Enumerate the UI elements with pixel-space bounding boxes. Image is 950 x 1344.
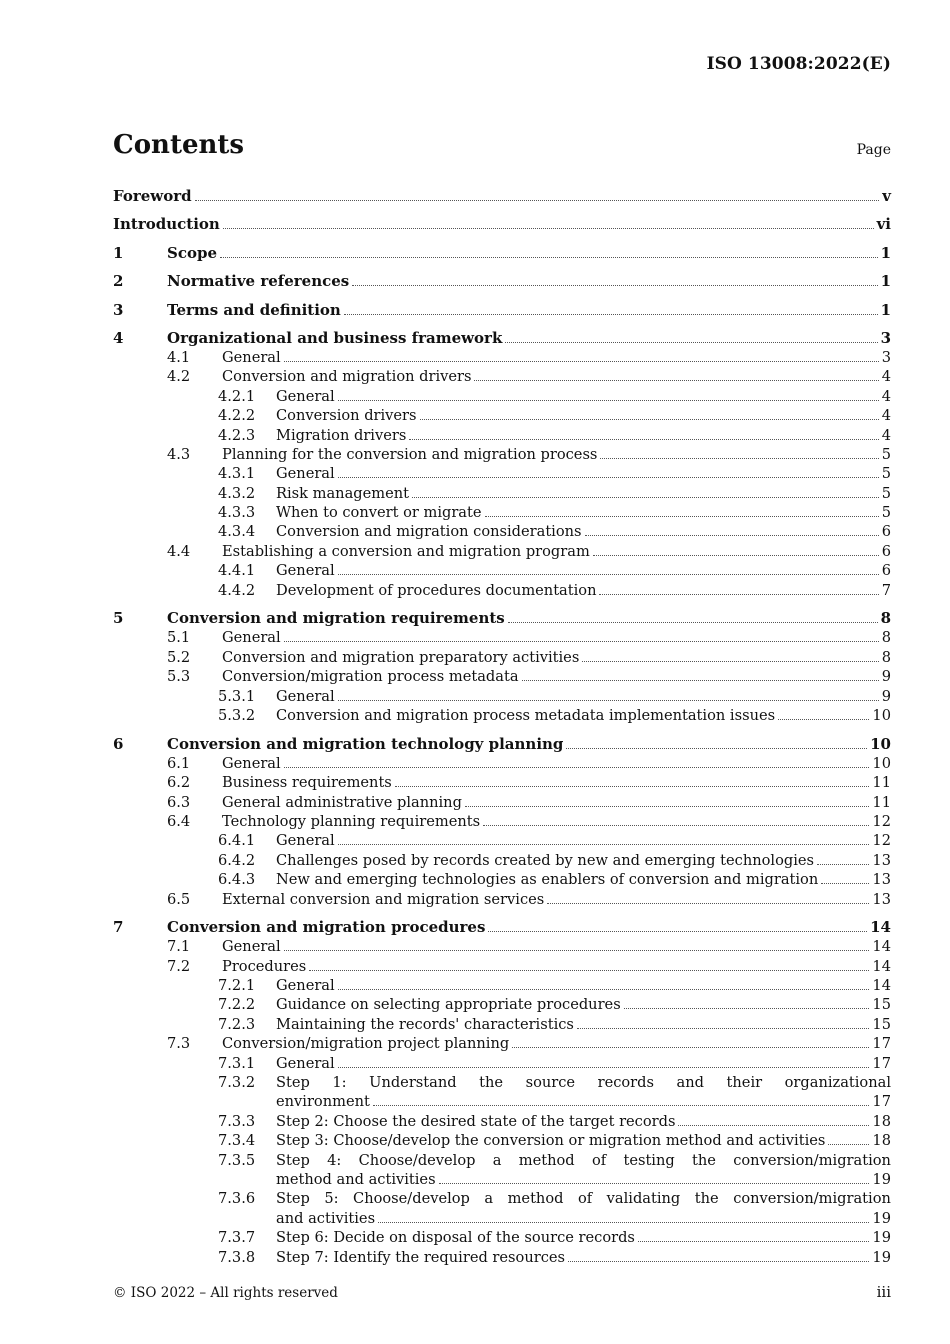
toc-dot-leader — [338, 989, 870, 990]
toc-entry-number: 6 — [113, 734, 124, 753]
toc-entry-title: General — [222, 938, 281, 956]
toc-entry-number: 4.3.1 — [218, 465, 256, 483]
toc-entry-title: General administrative planning — [222, 793, 462, 811]
toc-entry-title: Maintaining the records' characteristics — [276, 1015, 574, 1033]
toc-entry-page: 17 — [872, 1035, 891, 1053]
toc-entry-title: Challenges posed by records created by new and emerging technologies — [276, 851, 814, 869]
toc-entry-title: Normative references — [167, 272, 350, 291]
toc-entry-number: 6.5 — [167, 890, 191, 908]
toc-entry-number: 7.2.1 — [218, 977, 256, 995]
toc-dot-leader — [284, 641, 879, 642]
toc-entry-number: 4.1 — [167, 348, 191, 366]
toc-entry-title: Terms and definition — [167, 300, 341, 319]
toc-entry[interactable] — [113, 187, 891, 206]
toc-entry-title-word: Choose/develop — [353, 1190, 470, 1208]
toc-entry[interactable] — [113, 1228, 891, 1247]
toc-entry[interactable] — [113, 976, 891, 995]
toc-entry-page: 12 — [872, 832, 891, 850]
toc-entry-number: 7.2 — [167, 957, 191, 975]
toc-entry-title: General — [276, 562, 335, 580]
toc-dot-leader — [599, 594, 878, 595]
toc-entry-page: 5 — [881, 445, 891, 463]
toc-entry-number: 7.3.7 — [218, 1229, 256, 1247]
toc-entry[interactable] — [113, 329, 891, 348]
toc-entry[interactable] — [113, 628, 891, 647]
toc-entry-title: General — [276, 387, 335, 405]
toc-entry-title-word: and — [676, 1074, 704, 1092]
toc-entry-number: 5.3 — [167, 668, 191, 686]
toc-dot-leader — [566, 748, 867, 749]
toc-dot-leader — [577, 1028, 870, 1029]
toc-dot-leader — [505, 342, 877, 343]
toc-entry-title-word: Choose/develop — [358, 1151, 476, 1169]
toc-entry-page: 6 — [881, 562, 891, 580]
toc-entry-title-word: organizational — [784, 1074, 891, 1092]
toc-entry-page: 8 — [881, 629, 891, 647]
toc-entry-title: Step 2: Choose the desired state of the target records — [276, 1112, 676, 1130]
toc-dot-leader — [817, 864, 869, 865]
toc-dot-leader — [474, 380, 878, 381]
toc-dot-leader — [309, 970, 869, 971]
toc-dot-leader — [284, 767, 870, 768]
toc-dot-leader — [483, 825, 869, 826]
toc-entry[interactable] — [113, 1034, 891, 1053]
toc-entry-number: 4 — [113, 328, 124, 347]
toc-entry[interactable] — [113, 522, 891, 541]
toc-entry[interactable] — [113, 426, 891, 445]
toc-entry-number: 4.4.2 — [218, 581, 256, 599]
toc-entry-number: 5.1 — [167, 629, 191, 647]
toc-dot-leader — [485, 516, 879, 517]
toc-entry-title: Scope — [167, 243, 218, 262]
toc-entry-number: 7.3.6 — [218, 1190, 256, 1208]
toc-entry-title: Step 3: Choose/develop the conversion or migration method and activities — [276, 1132, 826, 1150]
toc-entry[interactable] — [113, 387, 891, 406]
toc-entry-number: 5.3.1 — [218, 687, 256, 705]
toc-dot-leader — [352, 285, 877, 286]
toc-entry-page: 11 — [872, 774, 891, 792]
toc-entry-page: vi — [876, 215, 891, 234]
toc-entry[interactable] — [113, 851, 891, 870]
toc-entry-title: Business requirements — [222, 774, 392, 792]
toc-entry[interactable] — [113, 406, 891, 425]
toc-entry[interactable] — [113, 348, 891, 367]
toc-entry[interactable] — [113, 995, 891, 1014]
toc-entry-number: 4.2.1 — [218, 387, 256, 405]
toc-entry-page: 9 — [881, 687, 891, 705]
toc-entry[interactable] — [113, 1054, 891, 1073]
toc-entry-title-word: 4: — [327, 1151, 342, 1169]
toc-entry[interactable] — [113, 1189, 891, 1228]
toc-entry[interactable] — [113, 735, 891, 754]
toc-entry-number: 6.4 — [167, 812, 191, 830]
toc-entry-title: Conversion drivers — [276, 407, 417, 425]
toc-entry-title: and activities — [276, 1209, 376, 1227]
toc-dot-leader — [338, 400, 879, 401]
toc-entry-number: 5.2 — [167, 648, 191, 666]
toc-entry-number: 4.4 — [167, 542, 191, 560]
toc-entry-page: 6 — [881, 542, 891, 560]
toc-dot-leader — [568, 1261, 869, 1262]
toc-entry[interactable] — [113, 831, 891, 850]
toc-entry-number: 7.2.2 — [218, 996, 256, 1014]
toc-entry-title-word: their — [726, 1074, 763, 1092]
toc-entry[interactable] — [113, 445, 891, 464]
toc-entry-title: General — [276, 832, 335, 850]
toc-entry-title: General — [276, 687, 335, 705]
toc-dot-leader — [395, 786, 870, 787]
toc-entry-page: 1 — [880, 300, 891, 319]
toc-entry-page: 15 — [872, 996, 891, 1014]
toc-entry-title-word: the — [479, 1074, 504, 1092]
toc-entry[interactable] — [113, 1248, 891, 1267]
toc-entry-page: 19 — [872, 1248, 891, 1266]
toc-entry[interactable] — [113, 890, 891, 909]
toc-entry-page: 6 — [881, 523, 891, 541]
toc-dot-leader — [420, 419, 879, 420]
toc-dot-leader — [373, 1105, 870, 1106]
toc-entry-page: 5 — [881, 465, 891, 483]
toc-entry[interactable] — [113, 464, 891, 483]
toc-entry-title: Conversion and migration preparatory activities — [222, 648, 580, 666]
toc-entry-number: 6.4.2 — [218, 851, 256, 869]
toc-entry-number: 7.2.3 — [218, 1015, 256, 1033]
toc-entry-title-word: validating — [606, 1190, 681, 1208]
toc-entry-page: 19 — [872, 1229, 891, 1247]
toc-entry-title: Conversion/migration project planning — [222, 1035, 510, 1053]
toc-entry-number: 6.3 — [167, 793, 191, 811]
toc-entry-page: 8 — [880, 609, 891, 628]
toc-entry[interactable] — [113, 561, 891, 580]
toc-entry-title-word: of — [591, 1151, 607, 1169]
toc-dot-leader — [585, 535, 879, 536]
toc-entry-title-word: conversion/migration — [733, 1190, 891, 1208]
toc-entry-page: 17 — [872, 1054, 891, 1072]
toc-entry[interactable] — [113, 687, 891, 706]
toc-dot-leader — [512, 1047, 869, 1048]
toc-entry-page: 17 — [872, 1093, 891, 1111]
toc-entry-page: 14 — [872, 977, 891, 995]
toc-entry-number: 6.4.3 — [218, 871, 256, 889]
toc-entry-page: 15 — [872, 1015, 891, 1033]
toc-entry-number: 1 — [113, 243, 124, 262]
toc-entry-title: Conversion and migration drivers — [222, 368, 472, 386]
toc-entry-page: 10 — [872, 706, 891, 724]
toc-entry-number: 7.1 — [167, 938, 191, 956]
toc-entry-title: Conversion and migration procedures — [167, 918, 486, 937]
toc-entry-title: General — [276, 1054, 335, 1072]
toc-entry[interactable] — [113, 667, 891, 686]
toc-entry[interactable] — [113, 1112, 891, 1131]
toc-entry[interactable] — [113, 367, 891, 386]
toc-entry-title: General — [276, 465, 335, 483]
toc-entry-page: 1 — [880, 243, 891, 262]
toc-entry-number: 4.3.4 — [218, 523, 256, 541]
toc-dot-leader — [338, 477, 879, 478]
toc-entry-title: Risk management — [276, 484, 409, 502]
toc-entry-number: 4.3 — [167, 445, 191, 463]
toc-entry-page: 1 — [880, 272, 891, 291]
toc-entry-title: method and activities — [276, 1171, 436, 1188]
toc-entry-number: 6.4.1 — [218, 832, 256, 850]
toc-entry-number: 7.3.8 — [218, 1248, 256, 1266]
toc-entry-number: 4.3.3 — [218, 504, 256, 522]
toc-entry-title: Planning for the conversion and migration process — [222, 445, 598, 463]
toc-entry-number: 7 — [113, 918, 124, 937]
toc-entry-title: Conversion and migration process metadata implementation issues — [276, 706, 776, 724]
toc-dot-leader — [439, 1183, 870, 1184]
toc-entry-page: 13 — [872, 890, 891, 908]
toc-entry-title: Introduction — [113, 215, 220, 234]
toc-entry[interactable] — [113, 301, 891, 320]
toc-entry-page: 3 — [881, 348, 891, 366]
toc-entry-title: environment — [276, 1093, 370, 1111]
toc-entry-number: 7.3 — [167, 1035, 191, 1053]
toc-entry-title-word: a — [492, 1151, 502, 1169]
toc-dot-leader — [508, 622, 878, 623]
toc-entry-title-word: 5: — [324, 1190, 339, 1208]
toc-dot-leader — [223, 228, 874, 229]
toc-entry-title: When to convert or migrate — [276, 504, 482, 522]
toc-dot-leader — [828, 1144, 869, 1145]
toc-entry-title: Organizational and business framework — [167, 328, 503, 347]
toc-entry-page: v — [882, 187, 891, 205]
toc-entry-title-word: the — [692, 1151, 716, 1169]
toc-entry-title-word: a — [484, 1190, 494, 1208]
toc-entry-title-word: Understand — [369, 1074, 457, 1092]
toc-entry-page: 13 — [872, 851, 891, 869]
toc-entry-title: Conversion and migration considerations — [276, 523, 582, 541]
toc-entry-number: 4.2.2 — [218, 407, 256, 425]
toc-entry-number: 2 — [113, 272, 124, 291]
document-id: ISO 13008:2022(E) — [706, 54, 891, 74]
toc-dot-leader — [638, 1241, 870, 1242]
toc-entry-number: 4.2.3 — [218, 426, 256, 444]
toc-entry-page: 4 — [881, 387, 891, 405]
toc-dot-leader — [547, 903, 869, 904]
toc-dot-leader — [338, 844, 870, 845]
toc-dot-leader — [284, 950, 870, 951]
toc-entry-title: New and emerging technologies as enablers of conversion and migration — [276, 871, 819, 889]
toc-dot-leader — [600, 458, 878, 459]
toc-entry-title: Step 6: Decide on disposal of the source records — [276, 1229, 635, 1247]
toc-entry-title-word: conversion/migration — [733, 1151, 891, 1169]
toc-dot-leader — [412, 497, 879, 498]
toc-entry-page: 5 — [881, 504, 891, 522]
toc-entry-page: 5 — [881, 484, 891, 502]
toc-entry[interactable] — [113, 793, 891, 812]
toc-entry-title: External conversion and migration services — [222, 890, 545, 908]
toc-entry-page: 11 — [872, 793, 891, 811]
toc-entry-number: 7.3.3 — [218, 1112, 256, 1130]
toc-entry[interactable] — [113, 503, 891, 522]
toc-entry-title-word: source — [525, 1074, 576, 1092]
toc-entry-number: 4.2 — [167, 368, 191, 386]
toc-entry-title: Guidance on selecting appropriate procedures — [276, 996, 621, 1014]
toc-entry[interactable] — [113, 484, 891, 503]
toc-entry[interactable] — [113, 937, 891, 956]
toc-dot-leader — [522, 680, 879, 681]
toc-entry-title: Procedures — [222, 957, 307, 975]
toc-entry-number: 3 — [113, 300, 124, 319]
toc-entry-title-word: Step — [276, 1190, 310, 1208]
toc-entry-title: Foreword — [113, 187, 192, 205]
toc-entry-title-word: Step — [276, 1074, 310, 1092]
toc-entry-title-word: method — [518, 1151, 575, 1169]
toc-dot-leader — [778, 719, 869, 720]
toc-entry[interactable] — [113, 1131, 891, 1150]
toc-entry-page: 7 — [881, 581, 891, 599]
toc-dot-leader — [593, 555, 879, 556]
toc-entry-title: Development of procedures documentation — [276, 581, 597, 599]
toc-dot-leader — [220, 257, 878, 258]
toc-entry-title: Technology planning requirements — [222, 812, 481, 830]
toc-entry[interactable] — [113, 542, 891, 561]
toc-entry-title: Conversion and migration technology planning — [167, 734, 564, 753]
toc-dot-leader — [582, 661, 878, 662]
toc-entry-page: 10 — [872, 754, 891, 772]
toc-entry-title-word: records — [597, 1074, 654, 1092]
toc-entry-page: 3 — [880, 328, 891, 347]
toc-entry-page: 14 — [870, 918, 891, 937]
toc-entry-page: 14 — [872, 938, 891, 956]
toc-entry-number: 4.4.1 — [218, 562, 256, 580]
toc-entry-page: 18 — [872, 1112, 891, 1130]
toc-entry-number: 6.2 — [167, 774, 191, 792]
toc-entry[interactable] — [113, 244, 891, 263]
toc-dot-leader — [624, 1008, 870, 1009]
toc-entry[interactable] — [113, 581, 891, 600]
toc-entry[interactable] — [113, 215, 891, 234]
toc-entry-number: 4.3.2 — [218, 484, 256, 502]
toc-dot-leader — [338, 574, 879, 575]
toc-dot-leader — [338, 700, 879, 701]
toc-entry-number: 7.3.4 — [218, 1132, 256, 1150]
toc-entry[interactable] — [113, 754, 891, 773]
toc-entry-page: 10 — [870, 734, 891, 753]
toc-entry-page: 19 — [872, 1171, 891, 1188]
toc-dot-leader — [409, 439, 878, 440]
toc-entry[interactable] — [113, 272, 891, 291]
footer-page-number: iii — [876, 1283, 891, 1301]
table-of-contents — [113, 184, 891, 1267]
toc-entry-title: Conversion/migration process metadata — [222, 668, 519, 686]
toc-entry-page: 4 — [881, 368, 891, 386]
toc-entry-title-word: method — [507, 1190, 564, 1208]
toc-entry[interactable] — [113, 957, 891, 976]
toc-entry[interactable] — [113, 870, 891, 889]
toc-entry-number: 7.3.2 — [218, 1074, 256, 1092]
toc-entry-title: Conversion and migration requirements — [167, 609, 505, 628]
page-column-label: Page — [856, 142, 891, 158]
toc-entry-title: General — [276, 977, 335, 995]
footer-copyright: © ISO 2022 – All rights reserved — [113, 1285, 338, 1301]
toc-entry-title-word: testing — [623, 1151, 675, 1169]
toc-dot-leader — [488, 931, 867, 932]
toc-entry-number: 7.3.1 — [218, 1054, 256, 1072]
toc-entry[interactable] — [113, 1015, 891, 1034]
toc-entry-number: 7.3.5 — [218, 1151, 256, 1169]
toc-dot-leader — [821, 883, 869, 884]
toc-entry-title: General — [222, 754, 281, 772]
toc-entry[interactable] — [113, 609, 891, 628]
toc-entry-page: 19 — [872, 1209, 891, 1227]
toc-entry-page: 8 — [881, 648, 891, 666]
toc-entry-title: Step 7: Identify the required resources — [276, 1248, 565, 1266]
toc-entry[interactable] — [113, 648, 891, 667]
toc-entry-number: 5.3.2 — [218, 706, 256, 724]
toc-entry-title-word: Step — [276, 1151, 310, 1169]
contents-title: Contents — [113, 130, 245, 160]
toc-entry[interactable] — [113, 918, 891, 937]
toc-entry-page: 4 — [881, 426, 891, 444]
toc-entry-title: General — [222, 629, 281, 647]
toc-entry[interactable] — [113, 1151, 891, 1190]
toc-entry-page: 14 — [872, 957, 891, 975]
toc-dot-leader — [344, 314, 878, 315]
toc-dot-leader — [338, 1067, 870, 1068]
toc-entry[interactable] — [113, 1073, 891, 1112]
toc-entry-title-word: of — [577, 1190, 593, 1208]
toc-entry-title: Establishing a conversion and migration program — [222, 542, 590, 560]
toc-entry-title-word: the — [694, 1190, 719, 1208]
toc-dot-leader — [195, 200, 880, 201]
toc-entry-page: 18 — [872, 1132, 891, 1150]
toc-entry-page: 9 — [881, 668, 891, 686]
toc-entry[interactable] — [113, 773, 891, 792]
toc-entry-number: 5 — [113, 609, 124, 628]
toc-entry-title: Migration drivers — [276, 426, 407, 444]
toc-entry-number: 6.1 — [167, 754, 191, 772]
toc-entry-page: 12 — [872, 812, 891, 830]
toc-dot-leader — [678, 1125, 869, 1126]
toc-entry-title-word: 1: — [332, 1074, 347, 1092]
toc-dot-leader — [284, 361, 879, 362]
toc-dot-leader — [465, 806, 869, 807]
toc-dot-leader — [378, 1222, 869, 1223]
toc-entry-page: 13 — [872, 871, 891, 889]
toc-entry[interactable] — [113, 812, 891, 831]
toc-entry[interactable] — [113, 706, 891, 725]
toc-entry-page: 4 — [881, 407, 891, 425]
toc-entry-title: General — [222, 348, 281, 366]
